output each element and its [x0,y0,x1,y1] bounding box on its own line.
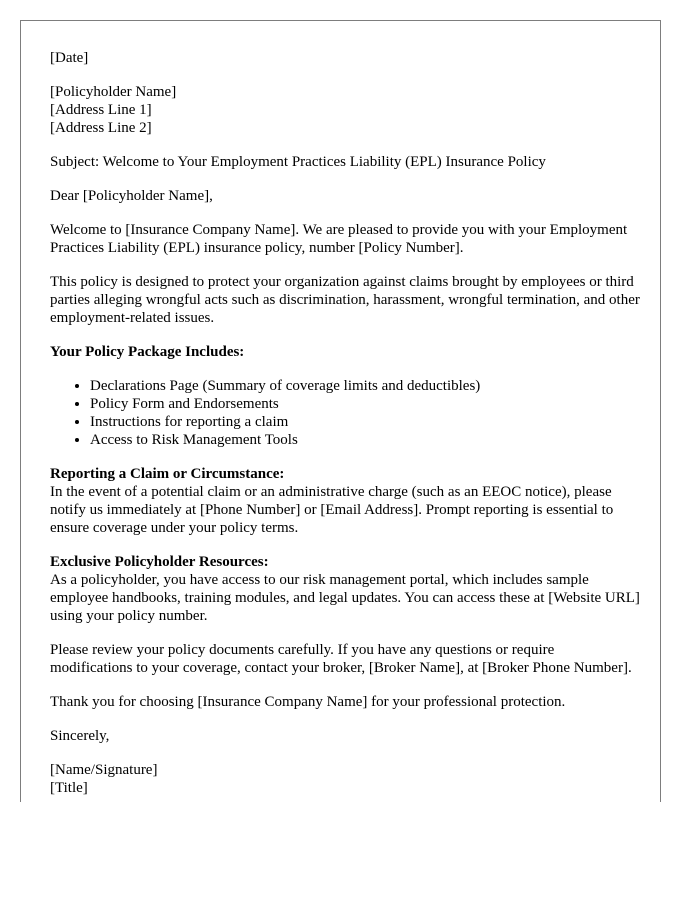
signature-title: [Title] [50,780,88,796]
list-item: • Declarations Page (Summary of coverage limits and deductibles) [90,377,640,395]
list-item: • Instructions for reporting a claim [90,413,640,431]
package-list [50,377,640,449]
claims-heading: Reporting a Claim or Circumstance: [50,466,285,482]
intro-paragraph: Welcome to [Insurance Company Name]. We are pleased to provide you with your Employment Practices Liability (EPL) insurance policy, number [Policy Number]. [50,222,628,256]
claims-text: In the event of a potential claim or an administrative charge (such as an EEOC notice), please notify us immediately at [Phone Number] or [Email Address]. Prompt reporting is essential to ensure coverage under your policy terms. [50,484,614,536]
thanks-paragraph: Thank you for choosing [Insurance Company Name] for your professional protection. [50,694,566,710]
salutation: Dear [Policyholder Name], [50,188,213,204]
recipient-name: [Policyholder Name] [50,84,177,100]
review-paragraph: Please review your policy documents carefully. If you have any questions or require modifications to your coverage, contact your broker, [Broker Name], at [Broker Phone Number]. [50,642,632,676]
purpose-paragraph: This policy is designed to protect your organization against claims brought by employees or third parties alleging wrongful acts such as discrimination, harassment, wrongful termination, and other employment-related issues. [50,274,640,326]
list-item: • Access to Risk Management Tools [90,431,640,449]
signature-name: [Name/Signature] [50,762,158,778]
closing: Sincerely, [50,728,110,744]
letter-page [20,20,661,802]
resources-section [50,553,640,625]
list-item: • Policy Form and Endorsements [90,395,640,413]
resources-heading: Exclusive Policyholder Resources: [50,554,269,570]
address-line-2: [Address Line 2] [50,120,152,136]
letter-date: [Date] [50,50,89,66]
letter-body [50,49,640,802]
package-heading: Your Policy Package Includes: [50,344,245,360]
subject-line: Subject: Welcome to Your Employment Practices Liability (EPL) Insurance Policy [50,154,546,170]
resources-text: As a policyholder, you have access to our risk management portal, which includes sample employee handbooks, training modules, and legal updates. You can access these at [Website URL] using your policy number. [50,572,640,624]
address-line-1: [Address Line 1] [50,102,152,118]
claims-section [50,465,640,537]
signature-block [50,761,640,797]
recipient-address [50,83,640,137]
